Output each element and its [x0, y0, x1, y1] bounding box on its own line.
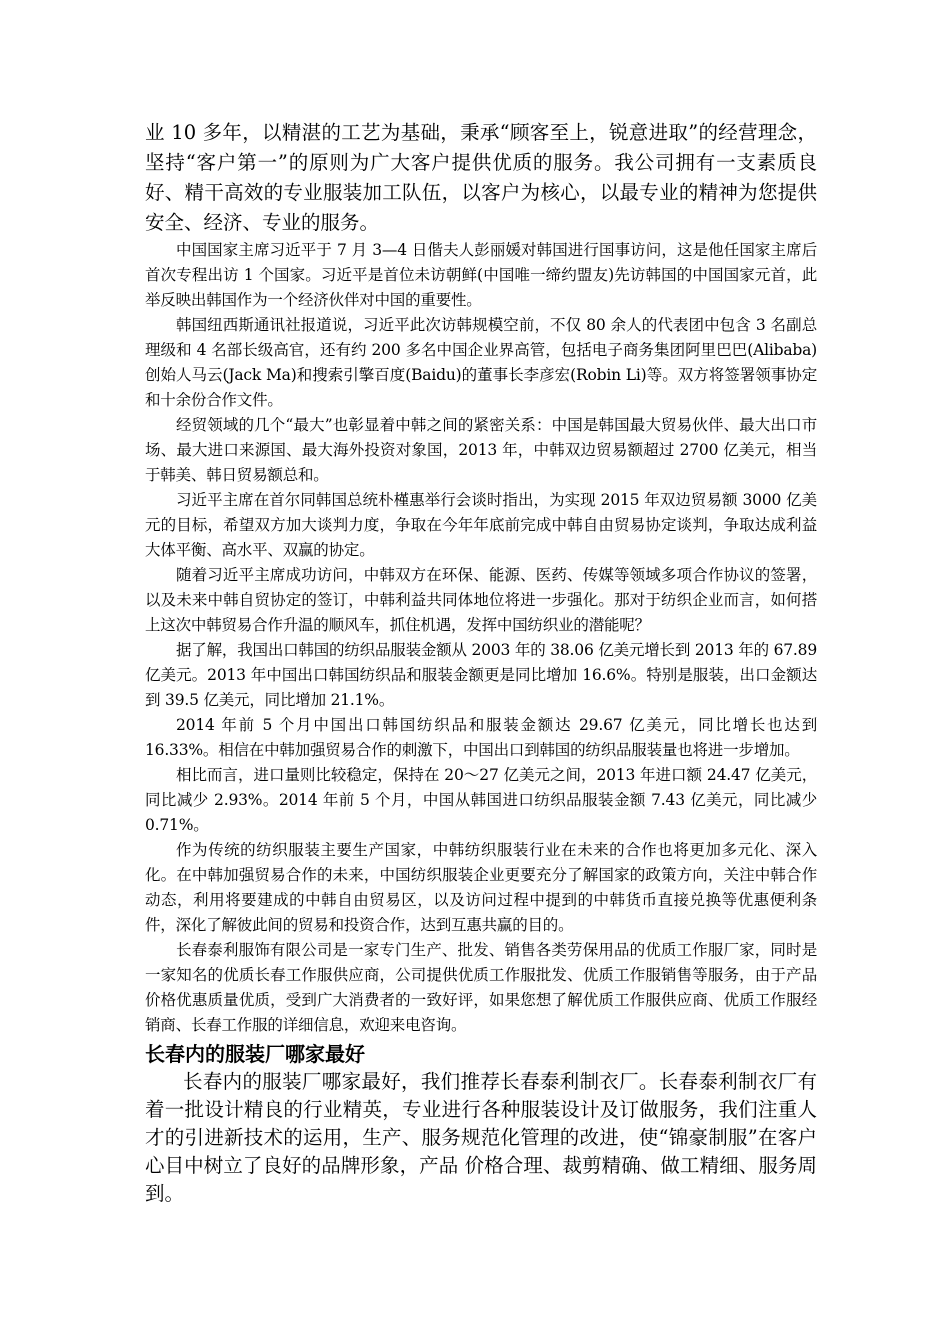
paragraph-imports: 相比而言，进口量则比较稳定，保持在 20～27 亿美元之间，2013 年进口额 24.47 亿美元，同比减少 2.93%。2014 年前 5 个月，中国从韩国进口纺织品服装金额 7.43 亿美元，同比减少 0.71%。 — [145, 766, 817, 834]
paragraph-trade-relations: 经贸领域的几个“最大”也彰显着中韩之间的紧密关系：中国是韩国最大贸易伙伴、最大出口市场、最大进口来源国、最大海外投资对象国，2013 年，中韩双边贸易额超过 2700 亿美元，相当于韩美、韩日贸易额总和。 — [145, 416, 817, 484]
section-heading: 长春内的服装厂哪家最好 — [145, 1042, 365, 1066]
paragraph-trade-target: 习近平主席在首尔同韩国总统朴槿惠举行会谈时指出，为实现 2015 年双边贸易额 3000 亿美元的目标，希望双方加大谈判力度，争取在今年年底前完成中韩自由贸易协定谈判，争取达成利益大体平衡、高水平、双赢的协定。 — [145, 491, 817, 559]
paragraph-export-figures: 据了解，我国出口韩国的纺织品服装金额从 2003 年的 38.06 亿美元增长到 2013 年的 67.89 亿美元。2013 年中国出口韩国纺织品和服装金额更是同比增加 16.6%。特别是服装，出口金额达到 39.5 亿美元，同比增加 21.1%。 — [145, 641, 817, 709]
paragraph-company-intro: 长春泰利服饰有限公司是一家专门生产、批发、销售各类劳保用品的优质工作服厂家，同时是一家知名的优质长春工作服供应商，公司提供优质工作服批发、优质工作服销售等服务，由于产品价格优惠质量优质，受到广大消费者的一致好评，如果您想了解优质工作服供应商、优质工作服经销商、长春工作服的详细信息，欢迎来电咨询。 — [145, 941, 817, 1034]
paragraph-delegation: 韩国纽西斯通讯社报道说，习近平此次访韩规模空前，不仅 80 余人的代表团中包含 3 名副总理级和 4 名部长级高官，还有约 200 多名中国企业界高管，包括电子商务集团阿里巴巴(Alibaba)创始人马云(Jack Ma)和搜索引擎百度(Baidu)的董事长李彦宏(Robin Li)等。双方将签署领事协定和十余份合作文件。 — [145, 316, 817, 409]
closing-paragraph: 长春内的服装厂哪家最好，我们推荐长春泰利制衣厂。长春泰利制衣厂有着一批设计精良的行业精英，专业进行各种服装设计及订做服务，我们注重人才的引进新技术的运用，生产、服务规范化管理的改进，使“锦豪制服”在客户心目中树立了良好的品牌形象，产品 价格合理、裁剪精确、做工精细、服务周到。 — [145, 1070, 817, 1205]
paragraph-future-cooperation: 作为传统的纺织服装主要生产国家，中韩纺织服装行业在未来的合作也将更加多元化、深入化。在中韩加强贸易合作的未来，中国纺织服装企业更要充分了解国家的政策方向，关注中韩合作动态，利用将要建成的中韩自由贸易区，以及访问过程中提到的中韩货币直接兑换等优惠便利条件，深化了解彼此间的贸易和投资合作，达到互惠共赢的目的。 — [145, 841, 817, 934]
paragraph-2014-exports: 2014 年前 5 个月中国出口韩国纺织品和服装金额达 29.67 亿美元，同比增长也达到 16.33%。相信在中韩加强贸易合作的刺激下，中国出口到韩国的纺织品服装量也将进一步增加。 — [145, 716, 817, 759]
intro-paragraph: 业 10 多年，以精湛的工艺为基础，秉承“顾客至上，锐意进取”的经营理念，坚持“客户第一”的原则为广大客户提供优质的服务。我公司拥有一支素质良好、精干高效的专业服装加工队伍，以客户为核心，以最专业的精神为您提供安全、经济、专业的服务。 — [145, 121, 817, 234]
paragraph-cooperation: 随着习近平主席成功访问，中韩双方在环保、能源、医药、传媒等领域多项合作协议的签署，以及未来中韩自贸协定的签订，中韩利益共同体地位将进一步强化。那对于纺织企业而言，如何搭上这次中韩贸易合作升温的顺风车，抓住机遇，发挥中国纺织业的潜能呢？ — [145, 566, 817, 634]
paragraph-state-visit: 中国国家主席习近平于 7 月 3—4 日偕夫人彭丽媛对韩国进行国事访问，这是他任国家主席后首次专程出访 1 个国家。习近平是首位未访朝鲜(中国唯一缔约盟友)先访韩国的中国国家元首，此举反映出韩国作为一个经济伙伴对中国的重要性。 — [145, 241, 817, 309]
document-page — [145, 118, 817, 1208]
